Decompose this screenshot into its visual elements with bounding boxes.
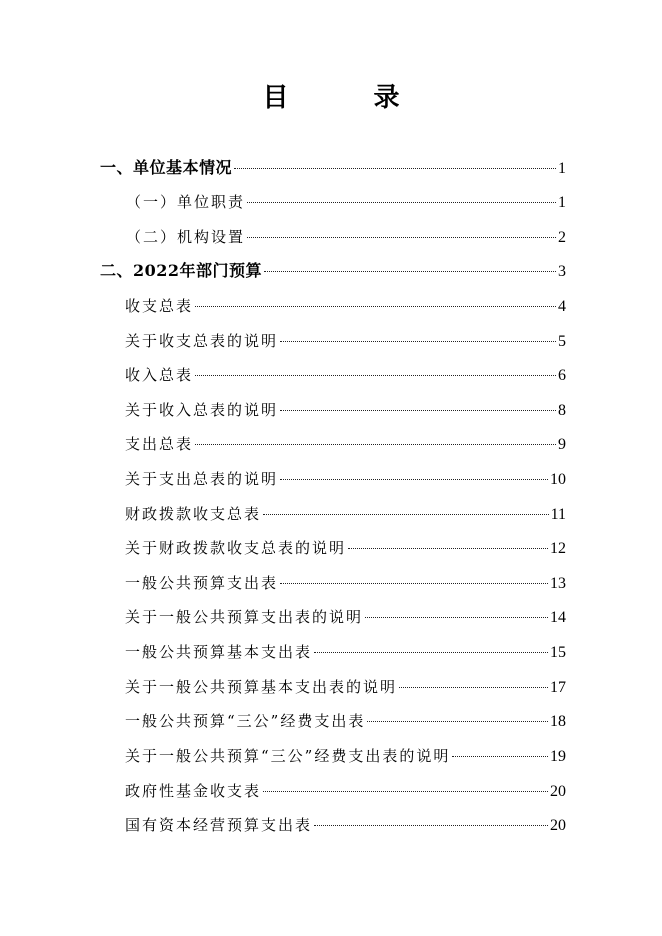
toc-page-number: 8 [558, 402, 566, 419]
toc-page-number: 13 [550, 575, 566, 592]
toc-entry[interactable] [125, 364, 566, 387]
toc-entry-text: 一、单位基本情况 [100, 158, 233, 177]
toc-dot-leader [367, 721, 548, 722]
toc-entry[interactable] [125, 641, 566, 664]
toc-entry-text: 二、2022年部门预算 [100, 261, 263, 280]
toc-entry[interactable] [125, 503, 566, 526]
toc-entry[interactable] [125, 399, 566, 422]
toc-dot-leader [280, 410, 556, 411]
toc-entry[interactable] [125, 468, 566, 491]
toc-page-number: 5 [558, 333, 566, 350]
toc-entry-text: 一般公共预算支出表 [125, 574, 279, 592]
toc-entry-text: 收入总表 [125, 366, 194, 384]
toc-entry-unit-basic-info[interactable] [100, 157, 566, 180]
toc-page-number: 6 [558, 367, 566, 384]
toc-entry-text: 财政拨款收支总表 [125, 505, 262, 523]
toc-dot-leader [452, 756, 548, 757]
toc-page-number: 1 [558, 160, 566, 177]
toc-page-number: 12 [550, 540, 566, 557]
toc-entry[interactable] [125, 537, 566, 560]
toc-entry[interactable] [125, 433, 566, 456]
toc-entry-unit-duties[interactable] [126, 191, 566, 214]
toc-dot-leader [195, 306, 556, 307]
toc-entry-text: 一般公共预算“三公”经费支出表 [125, 712, 366, 730]
toc-page-number: 2 [558, 229, 566, 246]
toc-page-number: 10 [550, 471, 566, 488]
toc-page-number: 11 [550, 506, 566, 523]
toc-dot-leader [247, 237, 556, 238]
toc-dot-leader [365, 617, 548, 618]
toc-dot-leader [234, 168, 556, 169]
toc-page-number: 3 [558, 263, 566, 280]
toc-entry-text: （二）机构设置 [126, 228, 246, 246]
toc-entry[interactable] [125, 572, 566, 595]
toc-dot-leader [314, 652, 548, 653]
toc-page-number: 9 [558, 436, 566, 453]
toc-dot-leader [247, 202, 556, 203]
toc-dot-leader [280, 583, 548, 584]
toc-entry[interactable] [125, 710, 566, 733]
toc-entry[interactable] [125, 295, 566, 318]
toc-page-number: 15 [550, 644, 566, 661]
toc-dot-leader [195, 444, 556, 445]
toc-entry[interactable] [125, 330, 566, 353]
toc-entry-text: 一般公共预算基本支出表 [125, 643, 313, 661]
toc-page-number: 20 [550, 783, 566, 800]
toc-entry-text: 关于支出总表的说明 [125, 470, 279, 488]
toc-page-number: 19 [550, 748, 566, 765]
toc-entry-text: 政府性基金收支表 [125, 782, 262, 800]
toc-page-number: 17 [550, 679, 566, 696]
toc-entry-text: 关于收入总表的说明 [125, 401, 279, 419]
toc-entry[interactable] [125, 780, 566, 803]
toc-dot-leader [264, 271, 556, 272]
toc-entry-text: （一）单位职责 [126, 193, 246, 211]
toc-dot-leader [314, 825, 548, 826]
toc-entry-text: 收支总表 [125, 297, 194, 315]
toc-entry[interactable] [125, 814, 566, 837]
page-title: 目 录 [262, 83, 438, 113]
toc-dot-leader [280, 479, 548, 480]
toc-entry-text: 关于一般公共预算支出表的说明 [125, 608, 364, 626]
toc-page-number: 4 [558, 298, 566, 315]
toc-page-number: 18 [550, 713, 566, 730]
toc-dot-leader [399, 687, 548, 688]
toc-page-number: 14 [550, 609, 566, 626]
toc-page-number: 20 [550, 817, 566, 834]
toc-entry[interactable] [125, 606, 566, 629]
toc-entry[interactable] [125, 676, 566, 699]
toc-entry[interactable] [125, 745, 566, 768]
toc-dot-leader [195, 375, 556, 376]
toc-entry-text: 关于收支总表的说明 [125, 332, 279, 350]
toc-entry-text: 支出总表 [125, 435, 194, 453]
toc-entry-org-structure[interactable] [126, 226, 566, 249]
toc-page-number: 1 [558, 194, 566, 211]
toc-entry-text: 关于一般公共预算“三公”经费支出表的说明 [125, 747, 451, 765]
toc-entry-department-budget[interactable] [100, 260, 566, 283]
toc-entry-text: 国有资本经营预算支出表 [125, 816, 313, 834]
toc-dot-leader [348, 548, 548, 549]
toc-entry-text: 关于财政拨款收支总表的说明 [125, 539, 347, 557]
toc-dot-leader [263, 791, 548, 792]
toc-dot-leader [263, 514, 549, 515]
toc-entry-text: 关于一般公共预算基本支出表的说明 [125, 678, 398, 696]
toc-dot-leader [280, 341, 556, 342]
